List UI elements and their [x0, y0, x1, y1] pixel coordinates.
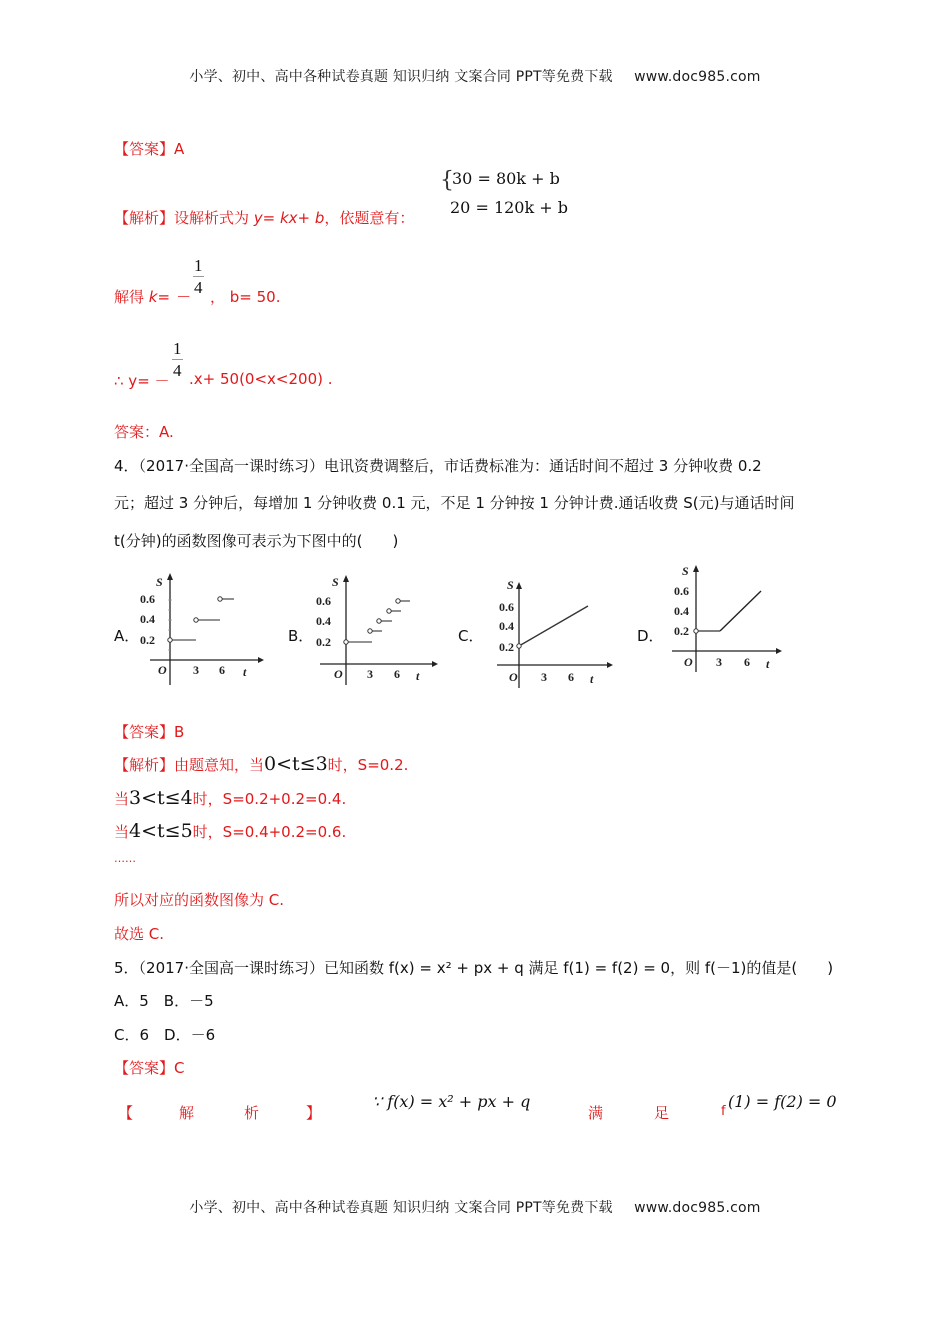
- q5-analysis-char-1: 解: [179, 1104, 195, 1122]
- q4-analysis-1: 【解析】由题意知，当0<t≤3时，S=0.2.: [114, 753, 409, 775]
- option-d-label: D．: [637, 627, 664, 645]
- svg-text:6: 6: [744, 655, 750, 669]
- inequality-2: 3<t≤4: [129, 787, 193, 809]
- graph-b: [312, 570, 442, 690]
- q5-options-row-1: A．5 B．－5: [114, 992, 214, 1010]
- q3-analysis: [114, 207, 414, 228]
- svg-text:6: 6: [394, 667, 400, 681]
- graph-c: [495, 573, 615, 693]
- svg-text:S: S: [332, 575, 339, 589]
- option-c-label: C．: [458, 627, 484, 645]
- q5-answer: 【答案】C: [114, 1059, 185, 1077]
- svg-text:0.4: 0.4: [316, 614, 331, 628]
- header-url: www.doc985.com: [634, 69, 761, 85]
- svg-text:t: t: [590, 672, 594, 686]
- q5-options-row-2: C．6 D．－6: [114, 1026, 216, 1044]
- q4-line-1: 4．（2017·全国高一课时练习）电讯资费调整后，市话费标准为：通话时间不超过 3 分钟收费 0.2: [114, 457, 762, 475]
- q3-k: k= －: [148, 288, 190, 306]
- q3-final-answer: 答案：A.: [114, 423, 174, 441]
- svg-text:O: O: [158, 663, 167, 677]
- q5-analysis-bracket-close: 】: [306, 1104, 322, 1122]
- svg-text:S: S: [682, 564, 689, 578]
- q5-satisfy-char-1: 满: [588, 1104, 604, 1122]
- graph-a: [140, 570, 270, 690]
- brace-icon: {: [440, 168, 454, 193]
- q3-solve: 解得 k= －: [114, 288, 190, 306]
- svg-text:0.6: 0.6: [140, 592, 155, 606]
- q3-answer: 【答案】A: [114, 140, 185, 158]
- q4-analysis-3: 当4<t≤5时，S=0.4+0.2=0.6.: [114, 820, 347, 842]
- svg-text:S: S: [156, 575, 163, 589]
- svg-text:3: 3: [716, 655, 722, 669]
- svg-text:O: O: [509, 670, 518, 684]
- q4-ellipsis: ……: [114, 852, 136, 865]
- option-a-label: A．: [114, 627, 140, 645]
- q4-choose: 故选 C.: [114, 925, 165, 943]
- q5-analysis-char-2: 析: [244, 1104, 260, 1122]
- svg-text:0.2: 0.2: [316, 635, 331, 649]
- fraction-one-quarter-2: $\frac{1}{4}$: [173, 339, 182, 380]
- q3-therefore-suffix: .x+ 50(0<x<200) .: [189, 370, 333, 388]
- footer-url: www.doc985.com: [634, 1200, 761, 1216]
- svg-text:0.2: 0.2: [674, 624, 689, 638]
- svg-text:3: 3: [367, 667, 373, 681]
- svg-text:0.4: 0.4: [499, 619, 514, 633]
- q3-therefore: ∴ y= －: [114, 372, 170, 390]
- q5-analysis-bracket-open: 【: [118, 1104, 134, 1122]
- svg-text:0.6: 0.6: [674, 584, 689, 598]
- svg-text:O: O: [684, 655, 693, 669]
- inequality-3: 4<t≤5: [129, 820, 193, 842]
- q5-line-1: 5．（2017·全国高一课时练习）已知函数 f(x) = x² + px + q 满足 f(1) = f(2) = 0，则 f(－1)的值是( ): [114, 959, 834, 977]
- svg-text:0.4: 0.4: [674, 604, 689, 618]
- footer-text: 小学、初中、高中各种试卷真题 知识归纳 文案合同 PPT等免费下载: [189, 1200, 613, 1216]
- page-footer: [0, 1197, 950, 1217]
- q5-analysis-formula: ∵ f(x) = x² + px + q: [372, 1092, 531, 1111]
- q4-answer: 【答案】B: [114, 723, 185, 741]
- svg-text:t: t: [243, 665, 247, 679]
- q5-f-label: f: [721, 1104, 726, 1119]
- svg-text:0.6: 0.6: [499, 600, 514, 614]
- q3-b-value: ， b= 50.: [210, 288, 281, 306]
- q3-analysis-formula: y= kx+ b: [253, 209, 325, 227]
- q3-analysis-prefix: 【解析】设解析式为: [114, 209, 254, 227]
- svg-text:0.2: 0.2: [499, 640, 514, 654]
- svg-text:3: 3: [193, 663, 199, 677]
- svg-text:6: 6: [568, 670, 574, 684]
- equation-2: 20 = 120k + b: [450, 198, 568, 217]
- svg-text:0.4: 0.4: [140, 612, 155, 626]
- svg-text:t: t: [766, 657, 770, 671]
- svg-text:O: O: [334, 667, 343, 681]
- graph-d: [672, 560, 787, 675]
- q4-conclusion: 所以对应的函数图像为 C.: [114, 891, 285, 909]
- svg-text:3: 3: [541, 670, 547, 684]
- q5-condition: (1) = f(2) = 0: [728, 1092, 837, 1111]
- header-text: 小学、初中、高中各种试卷真题 知识归纳 文案合同 PPT等免费下载: [189, 69, 613, 85]
- equation-1: 30 = 80k + b: [452, 169, 560, 188]
- q5-satisfy-char-2: 足: [654, 1104, 670, 1122]
- svg-text:0.6: 0.6: [316, 594, 331, 608]
- q4-analysis-2: 当3<t≤4时，S=0.2+0.2=0.4.: [114, 787, 347, 809]
- q3-analysis-suffix: ，依题意有：: [324, 209, 415, 227]
- svg-text:S: S: [507, 578, 514, 592]
- q4-line-3: t(分钟)的函数图像可表示为下图中的( ): [114, 532, 399, 550]
- inequality-1: 0<t≤3: [264, 753, 328, 775]
- svg-text:6: 6: [219, 663, 225, 677]
- q4-line-2: 元；超过 3 分钟后，每增加 1 分钟收费 0.1 元，不足 1 分钟按 1 分钟计费.通话收费 S(元)与通话时间: [114, 494, 795, 512]
- svg-text:t: t: [416, 669, 420, 683]
- svg-text:0.2: 0.2: [140, 633, 155, 647]
- option-b-label: B．: [288, 627, 314, 645]
- fraction-one-quarter: $\frac{1}{4}$: [194, 256, 203, 297]
- page-header: [0, 66, 950, 86]
